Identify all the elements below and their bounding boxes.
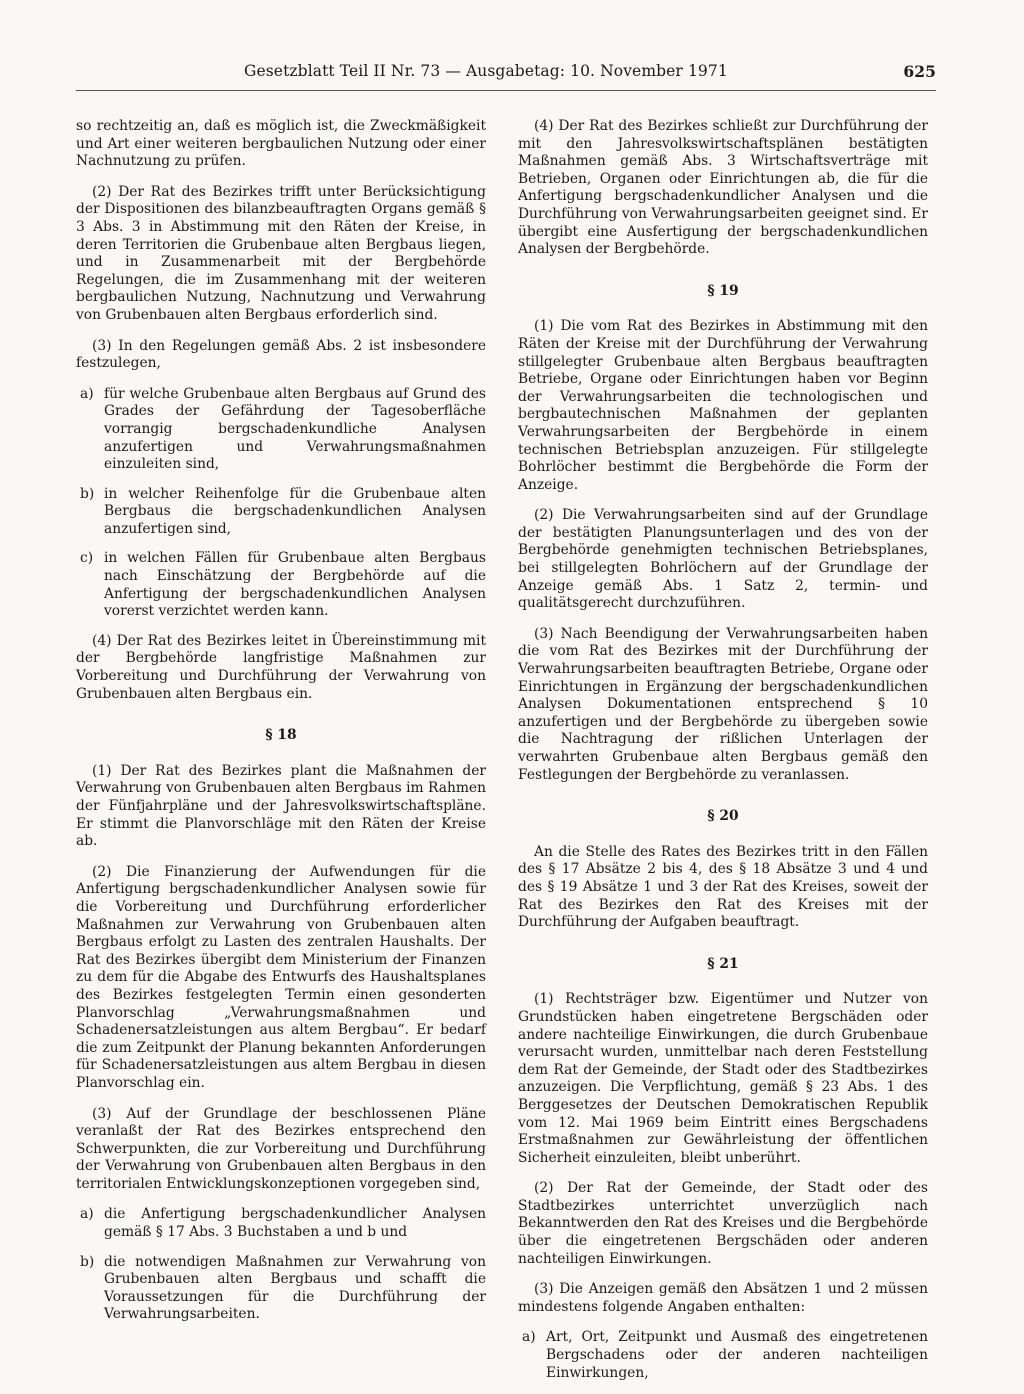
right-column	[518, 118, 928, 1394]
header-divider	[76, 90, 936, 91]
paragraph-s21-1: (1) Rechtsträger bzw. Eigentümer und Nutzer von Grundstücken haben eingetretene Bergschäden oder andere nachteilige Einwirkungen, die durch Grubenbaue verursacht wurden, unmittelbar nach deren Feststellung dem Rat der Gemeinde, der Stadt oder des Stadtbezirkes anzuzeigen. Die Verpflichtung, gemäß § 23 Abs. 1 des Berggesetzes der Deutschen Demokratischen Republik vom 12. Mai 1969 beim Eintritt eines Bergschadens Erstmaßnahmen zur Gewährleistung der öffentlichen Sicherheit einzuleiten, bleibt unberührt.	[518, 991, 928, 1166]
section-heading-20: § 20	[707, 808, 739, 825]
list-item-text: in welcher Reihenfolge für die Grubenbaue alten Bergbaus die bergschadenkundlichen Analysen anzufertigen sind,	[104, 485, 486, 537]
section-heading-18: § 18	[265, 727, 297, 744]
paragraph-s19-2: (2) Die Verwahrungsarbeiten sind auf der Grundlage der bestätigten Planungsunterlagen und des von der Bergbehörde genehmigten technischen Betriebsplanes, bei stillgelegten Bohrlöchern auf der Grundlage der Anzeige gemäß Abs. 1 Satz 2, termin- und qualitätsgerecht durchzuführen.	[518, 507, 928, 612]
list-item-label: a)	[80, 385, 94, 402]
list-item	[518, 1329, 928, 1382]
section-heading-21: § 21	[707, 955, 739, 972]
paragraph-s18-4: (4) Der Rat des Bezirkes schließt zur Durchführung der mit den Jahresvolkswirtschaftsplänen bestätigten Maßnahmen gemäß Abs. 3 Wirtschaftsverträge mit Betrieben, Organen oder Einrichtungen ab, die für die Anfertigung bergschadenkundlicher Analysen und die Durchführung von Verwahrungsarbeiten geeignet sind. Er übergibt eine Ausfertigung der bergschadenkundlichen Analysen der Bergbehörde.	[518, 118, 928, 258]
paragraph-s18-1: (1) Der Rat des Bezirkes plant die Maßnahmen der Verwahrung von Grubenbauen alten Bergbaus im Rahmen der Fünfjahrpläne und der Jahresvolkswirtschaftspläne. Er stimmt die Planvorschläge mit den Räten der Kreise ab.	[76, 762, 486, 850]
list-item	[76, 486, 486, 539]
list-item-label: a)	[522, 1329, 536, 1346]
paragraph-s18-2: (2) Die Finanzierung der Aufwendungen für die Anfertigung bergschadenkundlicher Analysen sowie für die Vorbereitung und Durchführung erforderlicher Maßnahmen zur Verwahrung von Grubenbauen alten Bergbaus erfolgt zu Lasten des zentralen Haushalts. Der Rat des Bezirkes übergibt dem Ministerium der Finanzen zu dem für die Abgabe des Entwurfs des Haushaltsplanes des Bezirkes festgelegten Termin einen gesonderten Planvorschlag „Verwahrungsmaßnahmen und Schadenersatzleistungen aus altem Bergbau“. Er bedarf die zum Zeitpunkt der Planung bekannten Anforderungen für Schadenersatzleistungen aus altem Bergbau in diesen Planvorschlag ein.	[76, 863, 486, 1091]
list-item-text: die notwendigen Maßnahmen zur Verwahrung von Grubenbauen alten Bergbaus und schafft die Voraussetzungen für die Durchführung der Verwahrungsarbeiten.	[104, 1253, 486, 1323]
list-item-text: die Anfertigung bergschadenkundlicher Analysen gemäß § 17 Abs. 3 Buchstaben a und b und	[104, 1206, 486, 1241]
list-item-label: c)	[80, 550, 94, 567]
paragraph-s21-2: (2) Der Rat der Gemeinde, der Stadt oder des Stadtbezirkes unterrichtet unverzüglich nach Bekanntwerden den Rat des Kreises und die Bergbehörde über die eingetretenen Bergschäden oder anderen nachteiligen Einwirkungen.	[518, 1180, 928, 1267]
paragraph-s19-1: (1) Die vom Rat des Bezirkes in Abstimmung mit den Räten der Kreise mit der Durchführung der Verwahrung stillgelegter Grubenbaue alten Bergbaus beauftragten Betriebe, Organe oder Einrichtungen haben vor Beginn der Verwahrungsarbeiten die technologischen und bergbautechnischen Maßnahmen der geplanten Verwahrungsarbeiten der Bergbehörde in einem technischen Betriebsplan anzuzeigen. Für stillgelegte Bohrlöcher bestimmt die Bergbehörde die Form der Anzeige.	[518, 318, 928, 493]
list-item-label: b)	[80, 485, 95, 502]
list-item-text: für welche Grubenbaue alten Bergbaus auf Grund des Grades der Gefährdung der Tagesoberfläche vorrangig bergschadenkundliche Analysen anzufertigen und Verwahrungsmaßnahmen einzuleiten sind,	[104, 385, 486, 473]
list-item-text: in welchen Fällen für Grubenbaue alten Bergbaus nach Einschätzung der Bergbehörde auf die Anfertigung der bergschadenkundlichen Analysen vorerst verzichtet werden kann.	[104, 550, 486, 620]
paragraph-s19-3: (3) Nach Beendigung der Verwahrungsarbeiten haben die vom Rat des Bezirkes mit der Durchführung der Verwahrungsarbeiten beauftragten Betriebe, Organe oder Einrichtungen in Ergänzung der bergschadenkundlichen Analysen Dokumentationen entsprechend § 10 anzufertigen und der Bergbehörde zu übergeben sowie die Nachtragung der rißlichen Unterlagen der verwahrten Grubenbaue alten Bergbaus gemäß den Festlegungen der Bergbehörde zu veranlassen.	[518, 625, 928, 783]
page-header	[76, 62, 936, 86]
list-item	[76, 550, 486, 620]
list-item-label: b)	[80, 1253, 95, 1270]
left-column	[76, 118, 486, 1336]
paragraph-intro: so rechtzeitig an, daß es möglich ist, die Zweckmäßigkeit und Art einer weiteren bergbaulichen Nutzung oder einer Nachnutzung zu prüfen.	[76, 118, 486, 170]
list-item-text: Art, Ort, Zeitpunkt und Ausmaß des eingetretenen Bergschadens oder der anderen nachteiligen Einwirkungen,	[546, 1329, 928, 1381]
paragraph-s17-3: (3) In den Regelungen gemäß Abs. 2 ist insbesondere festzulegen,	[76, 337, 486, 372]
list-item	[76, 386, 486, 474]
page-number: 625	[903, 62, 936, 81]
section-heading-19: § 19	[707, 282, 739, 299]
list-item-label: a)	[80, 1206, 94, 1223]
paragraph-s20: An die Stelle des Rates des Bezirkes tritt in den Fällen des § 17 Absätze 2 bis 4, des § 18 Absätze 3 und 4 und des § 19 Absätze 1 und 3 der Rat des Kreises, soweit der Rat des Bezirkes den Rat des Kreises mit der Durchführung der Aufgaben beauftragt.	[518, 843, 928, 931]
list-item	[76, 1254, 486, 1324]
header-title: Gesetzblatt Teil II Nr. 73 — Ausgabetag: 10. November 1971	[244, 62, 728, 80]
list-item	[76, 1206, 486, 1241]
paragraph-s18-3: (3) Auf der Grundlage der beschlossenen Pläne veranlaßt der Rat des Bezirkes entsprechend den Schwerpunkten, die zur Vorbereitung und Durchführung der Verwahrung von Grubenbauen alten Bergbaus in den territorialen Entwicklungskonzeptionen vorgegeben sind,	[76, 1105, 486, 1192]
paragraph-s21-3: (3) Die Anzeigen gemäß den Absätzen 1 und 2 müssen mindestens folgende Angaben enthalten:	[518, 1281, 928, 1315]
paragraph-s17-2: (2) Der Rat des Bezirkes trifft unter Berücksichtigung der Dispositionen des bilanzbeauftragten Organs gemäß § 3 Abs. 3 in Abstimmung mit den Räten der Kreise, in deren Territorien die Grubenbaue alten Bergbaus liegen, und in Zusammenarbeit mit der Bergbehörde Regelungen, die im Zusammenhang mit der weiteren bergbaulichen Nutzung, Nachnutzung und Verwahrung von Grubenbauen alten Bergbaus erforderlich sind.	[76, 183, 486, 323]
paragraph-s17-4: (4) Der Rat des Bezirkes leitet in Übereinstimmung mit der Bergbehörde langfristige Maßnahmen zur Vorbereitung und Durchführung der Verwahrung von Grubenbauen alten Bergbaus ein.	[76, 632, 486, 702]
